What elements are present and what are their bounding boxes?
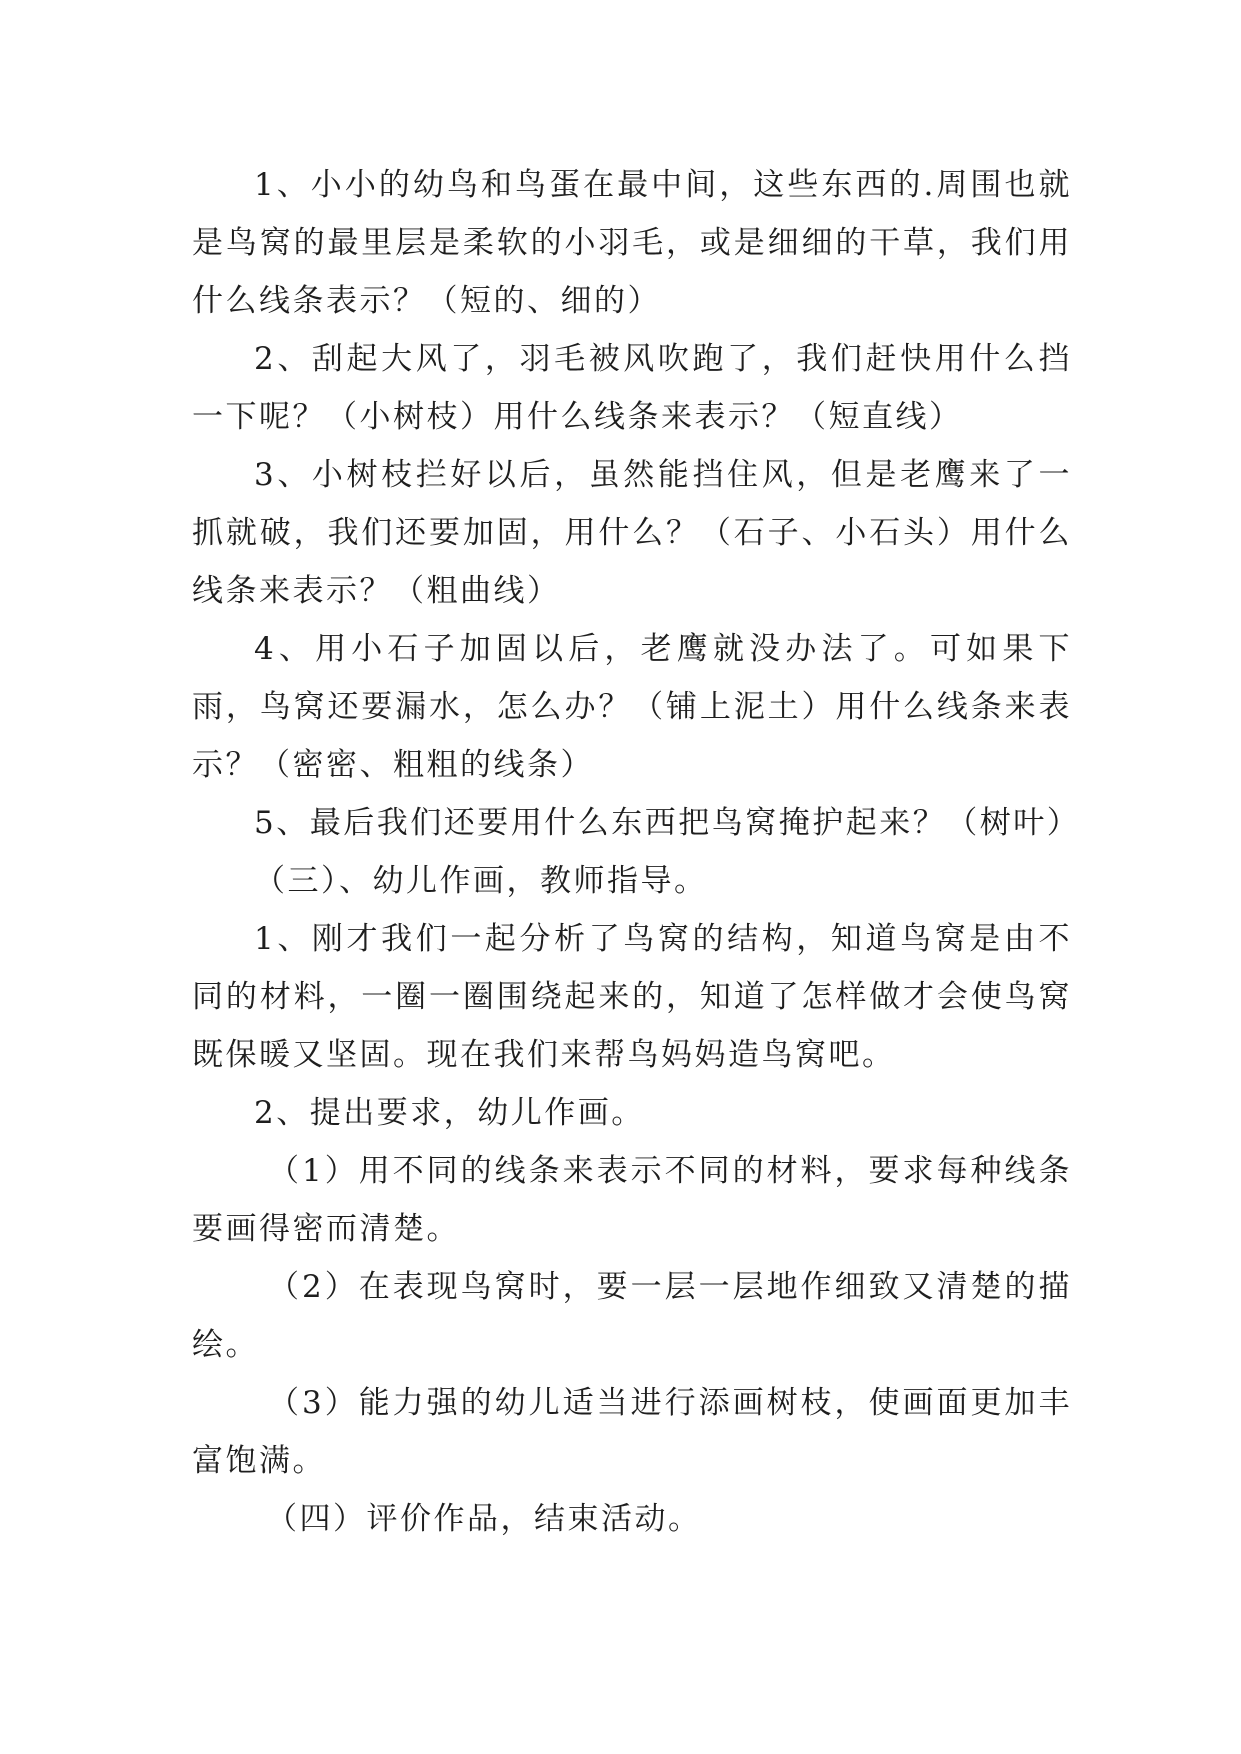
document-body [192, 156, 1081, 1548]
paragraph-drawing-1: 1、刚才我们一起分析了鸟窝的结构，知道鸟窝是由不同的材料，一圈一圈围绕起来的，知道了怎样做才会使鸟窝既保暖又坚固。现在我们来帮鸟妈妈造鸟窝吧。 [192, 921, 1072, 1073]
requirement-3: （3）能力强的幼儿适当进行添画树枝，使画面更加丰富饱满。 [192, 1385, 1072, 1479]
paragraph-step-1: 1、小小的幼鸟和鸟蛋在最中间，这些东西的.周围也就是鸟窝的最里层是柔软的小羽毛，或是细细的干草，我们用什么线条表示？（短的、细的） [192, 167, 1072, 319]
paragraph-step-2: 2、刮起大风了，羽毛被风吹跑了，我们赶快用什么挡一下呢？（小树枝）用什么线条来表示？（短直线） [192, 341, 1072, 435]
paragraph-step-5: 5、最后我们还要用什么东西把鸟窝掩护起来？（树叶） [254, 805, 1081, 841]
section-heading-3: （三）、幼儿作画，教师指导。 [254, 863, 708, 899]
paragraph-step-4: 4、用小石子加固以后，老鹰就没办法了。可如果下雨，鸟窝还要漏水，怎么办？（铺上泥土）用什么线条来表示？（密密、粗粗的线条） [192, 631, 1072, 783]
paragraph-step-3: 3、小树枝拦好以后，虽然能挡住风，但是老鹰来了一抓就破，我们还要加固，用什么？（石子、小石头）用什么线条来表示？（粗曲线） [192, 457, 1072, 609]
requirement-2: （2）在表现鸟窝时，要一层一层地作细致又清楚的描绘。 [192, 1269, 1072, 1363]
paragraph-drawing-2: 2、提出要求，幼儿作画。 [254, 1095, 645, 1131]
section-heading-4: （四）评价作品，结束活动。 [266, 1501, 702, 1537]
requirement-1: （1）用不同的线条来表示不同的材料，要求每种线条要画得密而清楚。 [192, 1153, 1072, 1247]
